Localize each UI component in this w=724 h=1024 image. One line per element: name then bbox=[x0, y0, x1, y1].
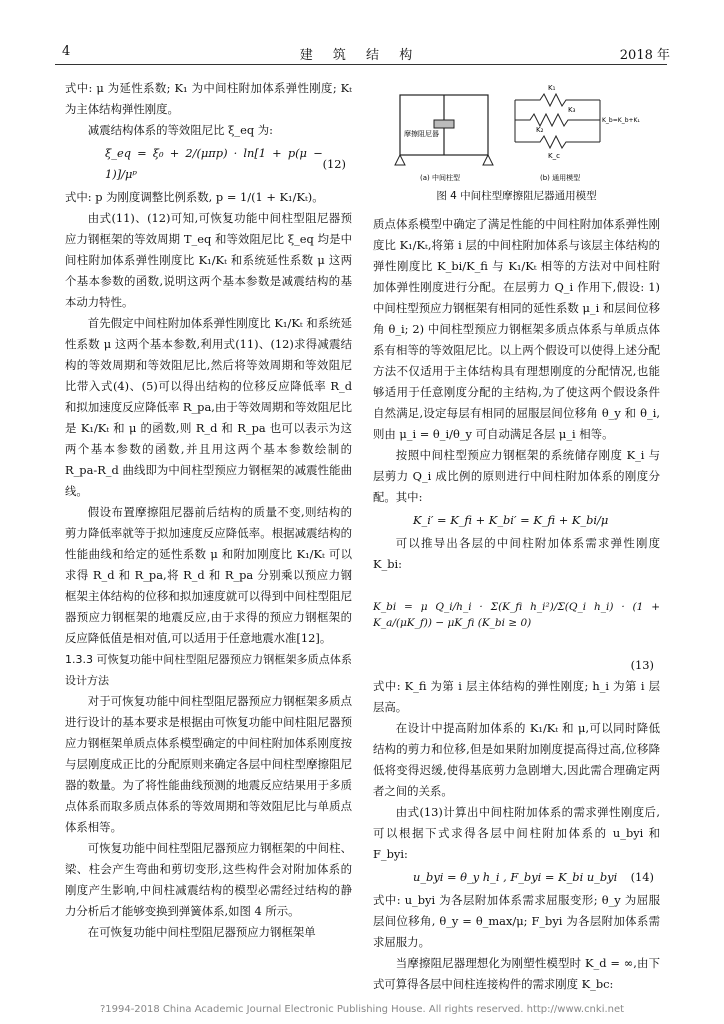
spring-k2-icon bbox=[515, 114, 600, 126]
label-k2: K₂ bbox=[536, 126, 544, 134]
paragraph: 当摩擦阻尼器理想化为刚塑性模型时 K_d = ∞,由下式可算得各层中间柱连接构件的需求刚度 K_bc: bbox=[373, 956, 660, 991]
support-icon bbox=[395, 155, 405, 165]
label-k3: K₃ bbox=[568, 106, 576, 114]
damper-label: 摩擦阻尼器 bbox=[404, 130, 439, 138]
paragraph: 可以推导出各层的中间柱附加体系需求弹性刚度 K_bi: bbox=[373, 536, 660, 571]
equation-kprime: K_i′ = K_fi + K_bi′ = K_fi + K_bi/μ bbox=[413, 513, 609, 527]
figure-caption: 图 4 中间柱型摩擦阻尼器通用模型 bbox=[436, 190, 597, 202]
equation-14: u_byi = θ_y h_i , F_byi = K_bi u_byi (14) bbox=[413, 870, 654, 884]
page-number: 4 bbox=[62, 44, 71, 59]
left-column bbox=[65, 78, 352, 943]
figure-4 bbox=[390, 80, 650, 190]
paragraph: 可恢复功能中间柱型阻尼器预应力钢框架的中间柱、梁、柱会产生弯曲和剪切变形,这些构件会对附加体系的刚度产生影响,中间柱减震结构的模型必需经过结构的静力分析后才能够变换到弹簧体系,如图 4 所示。 bbox=[65, 841, 352, 918]
label-a: (a) 中间柱型 bbox=[420, 174, 460, 182]
spring-kc-icon bbox=[515, 136, 600, 148]
label-k1: K₁ bbox=[548, 84, 556, 92]
paragraph: 质点体系模型中确定了满足性能的中间柱附加体系弹性刚度比 K₁/Kₜ,将第 i 层的中间柱附加体系与该层主体结构的弹性刚度比 K_bi/K_fi 与 K₁/Kₜ 相等的方法对中间柱附加体弹性刚度进行分配。在层剪力 Q_i 作用下,假设: 1) 中间柱型预应力钢框架有相同的延性系数 μ_i 和层间位移角 θ_i; 2) 中间柱型预应力钢框架多质点体系与单质点体系有相等的等效阻尼比。以上两个假设可以使得上述分配方法不仅适用于主体结构具有理想刚度的分配情况,也能够适用于任意刚度分配的主结构,为了使这两个假设条件自然满足,设定每层有相同的屈服层间位移角 θ_y 和 θ_i,则由 μ_i = θ_i/θ_y 可自动满足各层 μ_i 相等。 bbox=[373, 217, 660, 441]
journal-title: 建 筑 结 构 bbox=[299, 48, 421, 63]
label-b: (b) 通用模型 bbox=[540, 174, 581, 182]
label-kc: K_c bbox=[548, 152, 560, 160]
label-formula: K_b=K_b+K₁ bbox=[602, 117, 640, 124]
paragraph: 减震结构体系的等效阻尼比 ξ_eq 为: bbox=[87, 123, 273, 137]
page-header bbox=[50, 42, 670, 64]
equation-13-number: (13) bbox=[630, 658, 654, 672]
paragraph: 在可恢复功能中间柱型阻尼器预应力钢框架单 bbox=[87, 925, 316, 939]
paragraph: 在设计中提高附加体系的 K₁/Kₜ 和 μ,可以同时降低结构的剪力和位移,但是如果附加刚度提高得过高,位移降低将变得迟缓,使得基底剪力急剧增大,因此需合理确定两者之间的关系。 bbox=[373, 721, 660, 798]
paragraph: 首先假定中间柱附加体系弹性刚度比 K₁/Kₜ 和系统延性系数 μ 这两个基本参数,利用式(11)、(12)求得减震结构的等效周期和等效阻尼比,然后将等效周期和等效阻尼比带入式(4)、(5)可以得出结构的位移反应降低率 R_d 和拟加速度反应降低率 R_pa,由于等效周期和等效阻尼比是 K₁/Kₜ 和 μ 的函数,则 R_d 和 R_pa 也可以表示为这两个基本参数的函数,并且用这两个基本参数绘制的 R_pa-R_d 曲线即为中间柱型预应力钢框架的减震性能曲线。 bbox=[65, 316, 352, 498]
paragraph: 假设布置摩擦阻尼器前后结构的质量不变,则结构的剪力降低率就等于拟加速度反应降低率。根据减震结构的性能曲线和给定的延性系数 μ 和附加刚度比 K₁/Kₜ 可以求得 R_d 和 R_pa,将 R_d 和 R_pa 分别乘以预应力钢框架主体结构的位移和拟加速度就可以得到中间柱型阻尼器预应力钢框架的地震反应,由于求得的预应力钢框架的反应降低值是相对值,可以适用于任意地震水准[12]。 bbox=[65, 505, 352, 645]
paragraph: 由式(13)计算出中间柱附加体系的需求弹性刚度后,可以根据下式求得各层中间柱附加体系的 u_byi 和 F_byi: bbox=[373, 805, 660, 861]
header-rule bbox=[55, 64, 667, 65]
paragraph: 对于可恢复功能中间柱型阻尼器预应力钢框架多质点进行设计的基本要求是根据由可恢复功能中间柱阻尼器预应力钢框架单质点体系模型确定的中间柱附加体系刚度按与层刚度成正比的分配原则来确定各层中间柱型摩擦阻尼器的数量。为了将性能曲线预测的地震反应结果用于多质点体系而取多质点体系的等效周期和等效阻尼比与单质点体系相等。 bbox=[65, 694, 352, 834]
equation-13: K_bi = μ Q_i/h_i · Σ(K_fi h_i²)/Σ(Q_i h_i) · (1 + K_a/(μK_f)) − μK_fi (K_bi ≥ 0) bbox=[373, 601, 660, 629]
paragraph: 式中: μ 为延性系数; K₁ 为中间柱附加体系弹性刚度; Kₜ 为主体结构弹性刚度。 bbox=[65, 81, 352, 116]
paragraph: 由式(11)、(12)可知,可恢复功能中间柱型阻尼器预应力钢框架的等效周期 T_eq 和等效阻尼比 ξ_eq 均是中间柱附加体系弹性刚度比 K₁/Kₜ 和系统延性系数 μ 这两个基本参数的函数,说明这两个基本参数是减震结构的基本动力特性。 bbox=[65, 211, 352, 309]
section-heading: 1.3.3 可恢复功能中间柱型阻尼器预应力钢框架多质点体系设计方法 bbox=[65, 653, 352, 687]
spring-k1-icon bbox=[515, 94, 600, 106]
equation-12: ξ_eq = ξ₀ + 2/(μπp) · ln[1 + p(μ − 1)]/μᵖ (12) bbox=[105, 146, 346, 181]
right-column bbox=[373, 214, 660, 995]
copyright-footer: ?1994-2018 China Academic Journal Electronic Publishing House. All rights reserved. http://www.cnki.net bbox=[99, 1004, 625, 1015]
paragraph: 按照中间柱型预应力钢框架的系统储存刚度 K_i 与层剪力 Q_i 成比例的原则进行中间柱附加体系的刚度分配。其中: bbox=[373, 448, 660, 504]
support-icon bbox=[483, 155, 493, 165]
damper-block bbox=[434, 120, 454, 128]
paragraph: 式中: u_byi 为各层附加体系需求屈服变形; θ_y 为屈服层间位移角, θ_y = θ_max/μ; F_byi 为各层附加体系需求屈服力。 bbox=[373, 893, 660, 949]
journal-year: 2018 年 bbox=[619, 48, 670, 63]
paragraph: 式中: K_fi 为第 i 层主体结构的弹性刚度; h_i 为第 i 层层高。 bbox=[373, 679, 660, 714]
paragraph: 式中: p 为刚度调整比例系数, p = 1/(1 + K₁/Kₜ)。 bbox=[65, 190, 324, 204]
